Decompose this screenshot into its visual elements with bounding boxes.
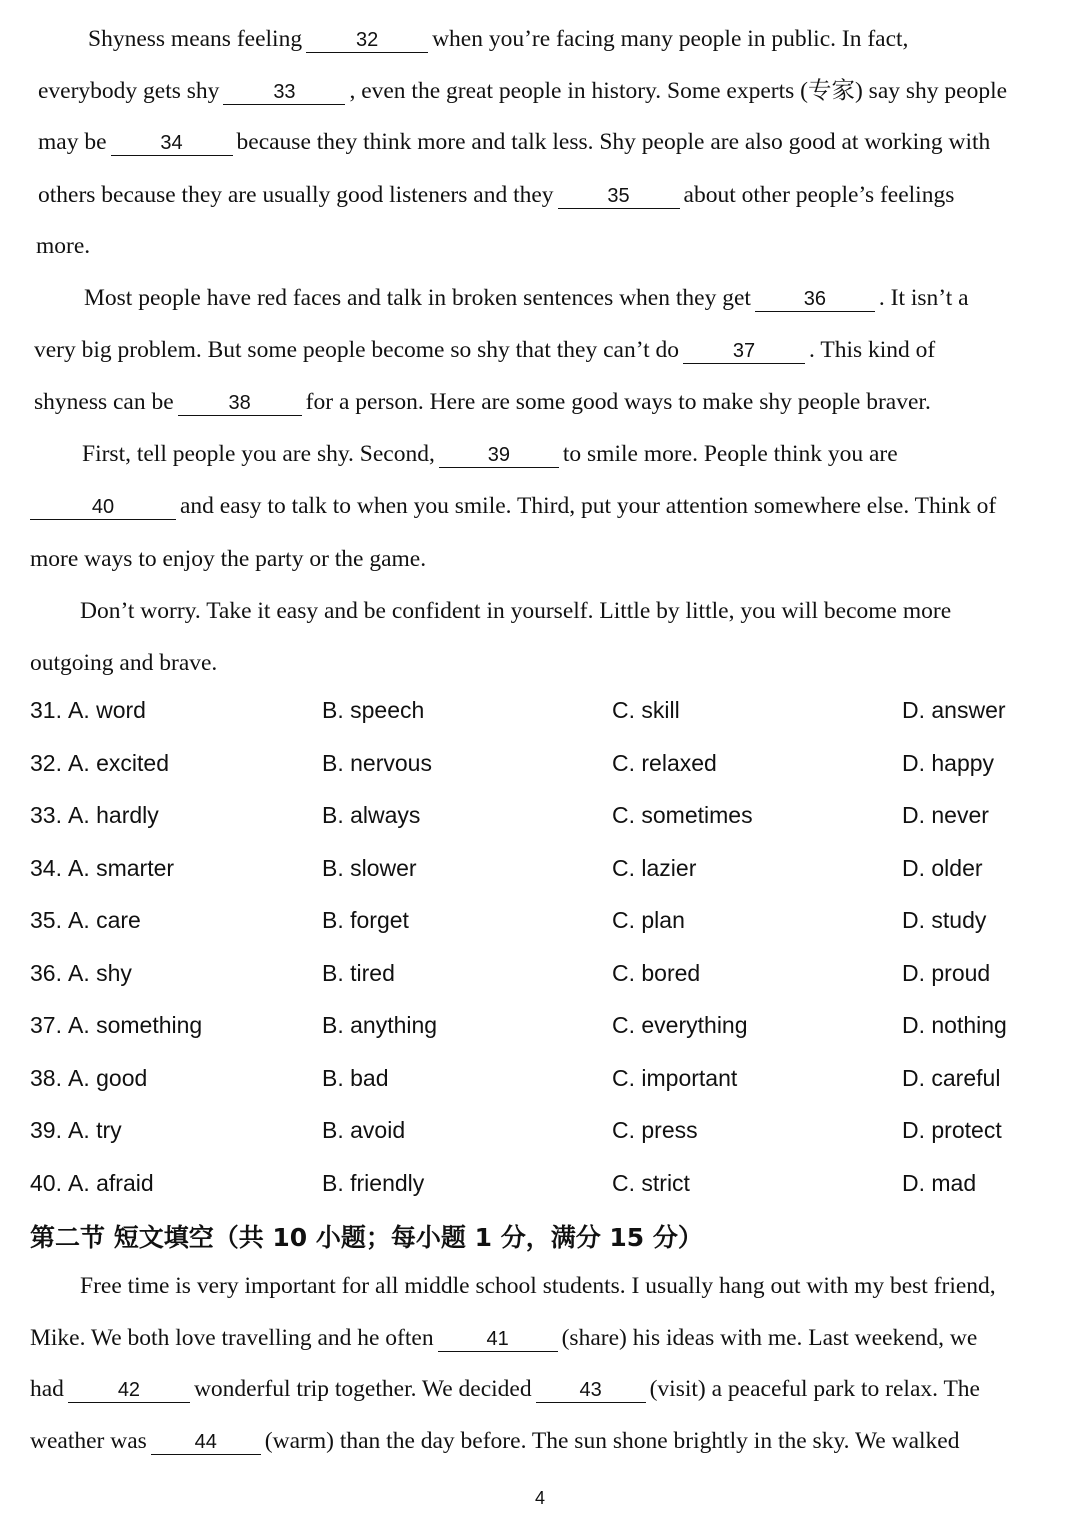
option-label: A. word bbox=[67, 697, 146, 723]
blank-36[interactable]: 36 bbox=[755, 287, 875, 312]
option-a[interactable] bbox=[30, 696, 146, 724]
option-d[interactable]: D. protect bbox=[902, 1117, 1002, 1143]
option-c[interactable]: C. relaxed bbox=[612, 750, 717, 776]
option-b[interactable]: B. tired bbox=[322, 960, 395, 986]
question-number: 40. bbox=[30, 1170, 62, 1196]
passage-line: everybody gets shy 33 , even the great people in history. Some experts (专家) say shy people bbox=[38, 78, 1008, 104]
passage-line: more. bbox=[36, 233, 91, 259]
option-c[interactable]: C. press bbox=[612, 1117, 698, 1143]
passage-line: First, tell people you are shy. Second, 39 to smile more. People think you are bbox=[82, 441, 898, 467]
question-number: 35. bbox=[30, 907, 62, 933]
passage-line: more ways to enjoy the party or the game. bbox=[30, 546, 427, 572]
question-number: 32. bbox=[30, 750, 62, 776]
section-heading: 第二节 短文填空（共 10 小题；每小题 1 分，满分 15 分） bbox=[30, 1223, 703, 1252]
passage-line: shyness can be 38 for a person. Here are some good ways to make shy people braver. bbox=[34, 389, 931, 415]
blank-43[interactable]: 43 bbox=[536, 1378, 646, 1403]
option-c[interactable]: C. everything bbox=[612, 1012, 748, 1038]
option-d[interactable]: D. careful bbox=[902, 1065, 1001, 1091]
option-label: A. care bbox=[67, 907, 141, 933]
option-label: A. something bbox=[67, 1012, 203, 1038]
option-a[interactable] bbox=[30, 801, 159, 829]
blank-39[interactable]: 39 bbox=[439, 443, 559, 468]
question-number: 38. bbox=[30, 1065, 62, 1091]
option-c[interactable]: C. bored bbox=[612, 960, 701, 986]
blank-42[interactable]: 42 bbox=[68, 1378, 190, 1403]
option-c[interactable]: C. strict bbox=[612, 1170, 690, 1196]
option-d[interactable]: D. study bbox=[902, 907, 987, 933]
passage-line: 40 and easy to talk to when you smile. Third, put your attention somewhere else. Think of bbox=[30, 491, 996, 521]
blank-38[interactable]: 38 bbox=[178, 391, 302, 416]
option-d[interactable]: D. nothing bbox=[902, 1012, 1007, 1038]
question-number: 37. bbox=[30, 1012, 62, 1038]
option-b[interactable]: B. avoid bbox=[322, 1117, 406, 1143]
option-b[interactable]: B. always bbox=[322, 802, 421, 828]
blank-40[interactable]: 40 bbox=[30, 495, 176, 520]
option-b[interactable]: B. anything bbox=[322, 1012, 438, 1038]
passage-line: Most people have red faces and talk in broken sentences when they get 36 . It isn’t a bbox=[84, 285, 969, 311]
passage-line: may be 34 because they think more and talk less. Shy people are also good at working with bbox=[38, 129, 991, 155]
page-number: 4 bbox=[534, 1488, 545, 1508]
question-number: 34. bbox=[30, 855, 62, 881]
option-b[interactable]: B. friendly bbox=[322, 1170, 425, 1196]
option-c[interactable]: C. skill bbox=[612, 697, 680, 723]
blank-32[interactable]: 32 bbox=[306, 28, 428, 53]
passage-line: very big problem. But some people become so shy that they can’t do 37 . This kind of bbox=[34, 337, 936, 363]
question-number: 31. bbox=[30, 697, 62, 723]
option-c[interactable]: C. lazier bbox=[612, 855, 697, 881]
option-a[interactable] bbox=[30, 906, 141, 934]
option-label: A. shy bbox=[67, 960, 132, 986]
option-label: A. afraid bbox=[67, 1170, 154, 1196]
passage-line: Don’t worry. Take it easy and be confident in yourself. Little by little, you will become more bbox=[80, 598, 952, 624]
option-c[interactable]: C. plan bbox=[612, 907, 685, 933]
option-b[interactable]: B. nervous bbox=[322, 750, 432, 776]
option-b[interactable]: B. speech bbox=[322, 697, 425, 723]
option-a[interactable] bbox=[30, 749, 169, 777]
passage-line: Mike. We both love travelling and he often 41 (share) his ideas with me. Last weekend, we bbox=[30, 1325, 978, 1351]
passage-line: Shyness means feeling 32 when you’re facing many people in public. In fact, bbox=[88, 26, 909, 52]
question-number: 39. bbox=[30, 1117, 62, 1143]
blank-44[interactable]: 44 bbox=[151, 1430, 261, 1455]
option-a[interactable] bbox=[30, 1064, 147, 1092]
blank-35[interactable]: 35 bbox=[558, 184, 680, 209]
passage-line: others because they are usually good listeners and they 35 about other people’s feelings bbox=[38, 182, 955, 208]
option-a[interactable] bbox=[30, 1011, 202, 1039]
question-number: 33. bbox=[30, 802, 62, 828]
passage-line: had 42 wonderful trip together. We decided 43 (visit) a peaceful park to relax. The bbox=[30, 1376, 980, 1402]
option-label: A. good bbox=[67, 1065, 148, 1091]
blank-34[interactable]: 34 bbox=[111, 131, 233, 156]
passage-line: weather was 44 (warm) than the day before. The sun shone brightly in the sky. We walked bbox=[30, 1428, 960, 1454]
option-a[interactable] bbox=[30, 1116, 122, 1144]
option-d[interactable]: D. happy bbox=[902, 750, 995, 776]
option-c[interactable]: C. sometimes bbox=[612, 802, 753, 828]
option-d[interactable]: D. mad bbox=[902, 1170, 977, 1196]
option-d[interactable]: D. never bbox=[902, 802, 989, 828]
option-a[interactable] bbox=[30, 854, 174, 882]
option-b[interactable]: B. bad bbox=[322, 1065, 389, 1091]
option-b[interactable]: B. forget bbox=[322, 907, 409, 933]
blank-37[interactable]: 37 bbox=[683, 339, 805, 364]
option-label: A. hardly bbox=[67, 802, 159, 828]
option-label: A. smarter bbox=[67, 855, 175, 881]
option-a[interactable] bbox=[30, 959, 132, 987]
blank-33[interactable]: 33 bbox=[223, 80, 345, 105]
blank-41[interactable]: 41 bbox=[438, 1327, 558, 1352]
passage-line: outgoing and brave. bbox=[30, 650, 218, 676]
passage-line: Free time is very important for all middle school students. I usually hang out with my best friend, bbox=[80, 1273, 996, 1299]
option-b[interactable]: B. slower bbox=[322, 855, 417, 881]
option-label: A. try bbox=[67, 1117, 122, 1143]
option-d[interactable]: D. older bbox=[902, 855, 983, 881]
option-label: A. excited bbox=[67, 750, 169, 776]
option-d[interactable]: D. answer bbox=[902, 697, 1006, 723]
question-number: 36. bbox=[30, 960, 62, 986]
option-c[interactable]: C. important bbox=[612, 1065, 738, 1091]
option-d[interactable]: D. proud bbox=[902, 960, 991, 986]
option-a[interactable] bbox=[30, 1169, 154, 1197]
